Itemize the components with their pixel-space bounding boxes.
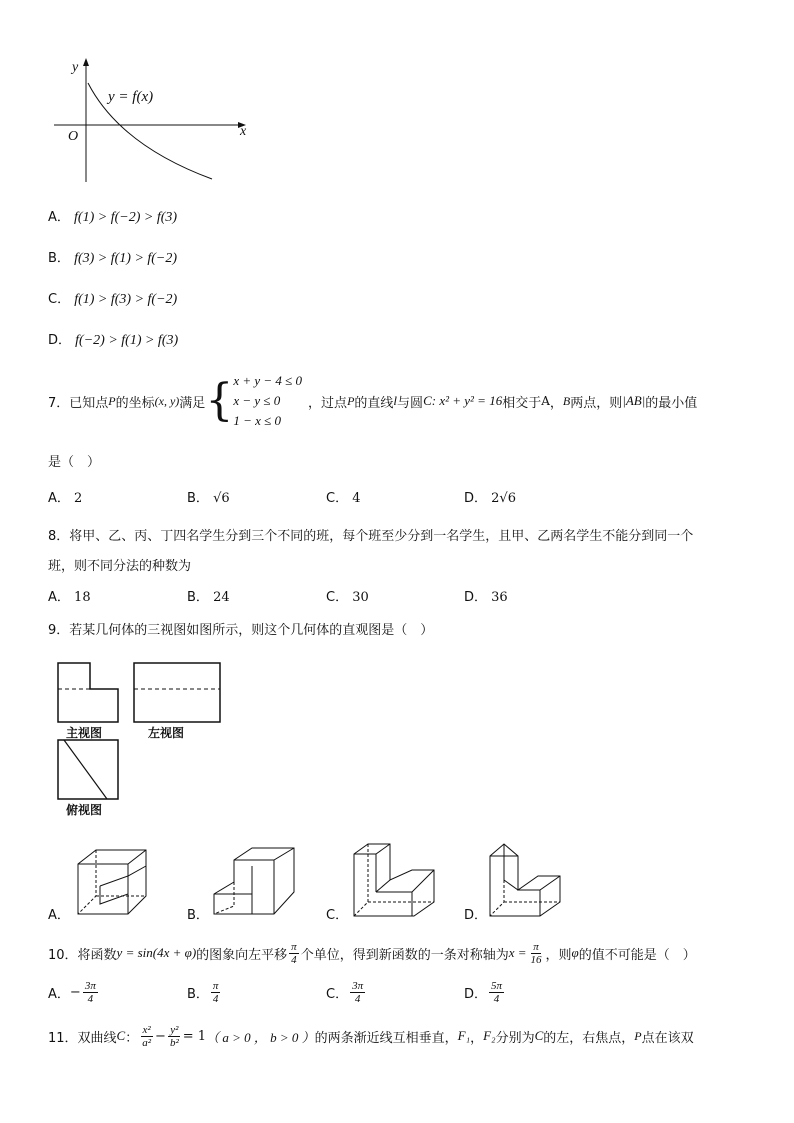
q7-text-10: 的最小值 — [645, 395, 698, 411]
option-text: 4 — [352, 491, 361, 506]
q9-option-a[interactable]: A． — [48, 908, 70, 923]
q9-option-b[interactable]: B． — [187, 908, 209, 923]
q10-func: y = sin(4x + φ) — [116, 945, 197, 960]
option-letter: B． — [48, 251, 70, 266]
q11-text-5: 点在该双 — [641, 1030, 694, 1046]
q7-line-l: l — [393, 393, 398, 408]
numerator: y² — [170, 1023, 179, 1036]
q7-text-5: 的直线 — [354, 395, 394, 411]
q7-cond-3: 1 − x ≤ 0 — [233, 413, 281, 428]
option-text: 30 — [352, 590, 369, 605]
option-text: 24 — [213, 590, 230, 605]
solid-option-d — [488, 840, 568, 918]
q11-text-3: 分别为 — [495, 1030, 535, 1046]
q10-text-5: 的值不可能是（ ） — [578, 947, 696, 963]
option-letter: C． — [48, 292, 71, 307]
option-letter: A． — [48, 491, 70, 506]
denominator: 4 — [87, 992, 94, 1005]
q7-cond-2: x − y ≤ 0 — [233, 393, 281, 408]
q7-text-1: 7．已知点 — [48, 395, 109, 411]
q7-cond-1: x + y − 4 ≤ 0 — [233, 373, 303, 388]
q6-option-d[interactable] — [48, 329, 178, 349]
q7-point-p2: P — [347, 393, 355, 408]
option-letter: B． — [187, 590, 209, 605]
q6-option-a[interactable] — [48, 206, 177, 226]
q7-option-b[interactable] — [187, 487, 230, 506]
q11-colon: ： — [125, 1030, 139, 1046]
numerator: 5π — [491, 979, 503, 992]
solid-option-a — [76, 846, 156, 916]
denominator: 16 — [530, 953, 542, 966]
q8-option-c[interactable] — [326, 586, 369, 605]
q6-option-c[interactable] — [48, 288, 177, 308]
x-axis-label: x — [240, 124, 247, 139]
y-axis-label: y — [72, 60, 79, 75]
q11-text-1: 11．双曲线 — [48, 1030, 117, 1046]
q7-line-2: 是（ ） — [48, 455, 101, 470]
q7-text-3: 满足 — [179, 395, 206, 411]
solid-option-c — [352, 840, 437, 918]
numerator: 3π — [352, 979, 364, 992]
denominator: a² — [142, 1036, 152, 1049]
q11-fraction-y — [168, 1024, 181, 1049]
q11-condition: （ a > 0 ， b > 0 ） — [206, 1029, 315, 1045]
option-letter: D． — [464, 986, 488, 1002]
option-letter: B． — [187, 491, 209, 506]
q10-axis-lhs: x = — [508, 945, 527, 960]
q7-text-4: ，过点 — [308, 395, 348, 411]
origin-label: O — [68, 129, 79, 144]
q7-point-a: A — [541, 394, 550, 408]
q8-option-b[interactable] — [187, 586, 230, 605]
option-fraction — [211, 980, 221, 1005]
option-text: f(3) > f(1) > f(−2) — [74, 251, 178, 266]
option-letter: A． — [48, 986, 70, 1002]
option-fraction — [350, 980, 365, 1005]
denominator: b² — [169, 1036, 179, 1049]
option-letter: D． — [48, 333, 72, 348]
q7-brace: { — [205, 375, 234, 426]
numerator: x² — [142, 1023, 151, 1036]
q7-stem — [48, 370, 697, 432]
q10-text-3: 个单位，得到新函数的一条对称轴为 — [300, 947, 509, 963]
q7-text-8: ， — [549, 395, 563, 411]
q7-text-9: 两点，则 — [570, 395, 623, 411]
solid-option-b — [212, 846, 297, 916]
side-view-label: 左视图 — [148, 726, 185, 740]
q11-curve-c2: C — [534, 1028, 544, 1043]
q8-option-a[interactable] — [48, 586, 91, 605]
front-view-label: 主视图 — [66, 726, 103, 740]
numerator: π — [291, 940, 297, 953]
top-view-label: 俯视图 — [66, 803, 103, 817]
option-letter: D． — [464, 590, 488, 605]
q11-minus: − — [155, 1028, 166, 1044]
q10-option-d[interactable] — [464, 976, 506, 1008]
option-text: f(−2) > f(1) > f(3) — [75, 333, 179, 348]
option-letter: A． — [48, 590, 70, 605]
q11-fraction-x — [140, 1024, 153, 1049]
q11-comma: ， — [470, 1030, 484, 1046]
option-text: f(1) > f(3) > f(−2) — [74, 292, 178, 307]
option-letter: C． — [326, 491, 349, 506]
option-fraction — [489, 980, 504, 1005]
option-letter: B． — [187, 986, 209, 1002]
function-graph — [50, 55, 250, 185]
q10-option-b[interactable] — [187, 976, 222, 1008]
q9-option-d[interactable]: D． — [464, 908, 488, 923]
q10-stem — [48, 936, 696, 970]
q7-point-b: B — [562, 393, 571, 408]
option-letter: C． — [326, 590, 349, 605]
q8-line-1: 8．将甲、乙、丙、丁四名学生分到三个不同的班，每个班至少分到一名学生，且甲、乙两名学生不能分到同一个 — [48, 529, 694, 544]
numerator: π — [212, 979, 219, 992]
q7-coord: (x, y) — [154, 393, 180, 408]
q11-f2: F₂ — [483, 1028, 496, 1043]
curve-label: y = f(x) — [108, 89, 154, 105]
denominator: 4 — [354, 992, 361, 1005]
q7-text-2: 的坐标 — [115, 395, 155, 411]
numerator: π — [533, 940, 539, 953]
option-letter: C． — [326, 986, 349, 1002]
q11-text-2: 的两条渐近线互相垂直， — [314, 1030, 458, 1046]
option-letter: D． — [464, 491, 488, 506]
denominator: 4 — [212, 992, 219, 1005]
denominator: 4 — [493, 992, 500, 1005]
q11-curve-c: C — [116, 1028, 126, 1043]
q7-text-7: 相交于 — [502, 395, 542, 411]
q7-system — [233, 371, 302, 431]
q11-f1: F₁ — [457, 1028, 471, 1043]
q10-option-c[interactable] — [326, 976, 367, 1008]
option-text: √6 — [213, 491, 230, 506]
q7-option-c[interactable] — [326, 487, 361, 506]
q10-option-a[interactable] — [48, 976, 100, 1008]
q6-option-b[interactable] — [48, 247, 177, 267]
option-sign: − — [69, 984, 81, 1000]
option-text: 2 — [74, 491, 83, 506]
q7-ab: |AB| — [622, 393, 646, 408]
q10-axis-fraction — [529, 941, 544, 966]
q10-shift-fraction — [289, 941, 299, 966]
denominator: 4 — [291, 953, 297, 966]
option-fraction — [83, 980, 98, 1005]
q7-circle: C: x² + y² = 16 — [423, 393, 503, 408]
q7-text-6: 与圆 — [397, 395, 424, 411]
option-text: 36 — [491, 590, 508, 605]
option-text: 2√6 — [491, 491, 516, 506]
q11-stem — [48, 1018, 694, 1054]
q7-option-a[interactable] — [48, 487, 82, 506]
q11-text-4: 的左，右焦点， — [543, 1030, 635, 1046]
option-letter: A． — [48, 210, 70, 225]
q9-option-c[interactable]: C． — [326, 908, 349, 923]
q8-line-2: 班，则不同分法的种数为 — [48, 559, 192, 574]
option-text: f(1) > f(−2) > f(3) — [74, 210, 178, 225]
option-text: 18 — [74, 590, 91, 605]
q9-stem: 9．若某几何体的三视图如图所示，则这个几何体的直观图是（ ） — [48, 623, 434, 638]
q7-option-d[interactable] — [464, 487, 516, 506]
q11-equals: = 1 — [182, 1028, 207, 1044]
q8-option-d[interactable] — [464, 586, 508, 605]
q7-point-p: P — [108, 393, 116, 408]
q10-text-2: 的图象向左平移 — [196, 947, 288, 963]
numerator: 3π — [84, 979, 96, 992]
q10-text-4: ，则 — [545, 947, 572, 963]
q10-text-1: 10．将函数 — [48, 947, 117, 963]
q10-phi: φ — [571, 945, 579, 960]
q11-point-p: P — [634, 1028, 642, 1043]
